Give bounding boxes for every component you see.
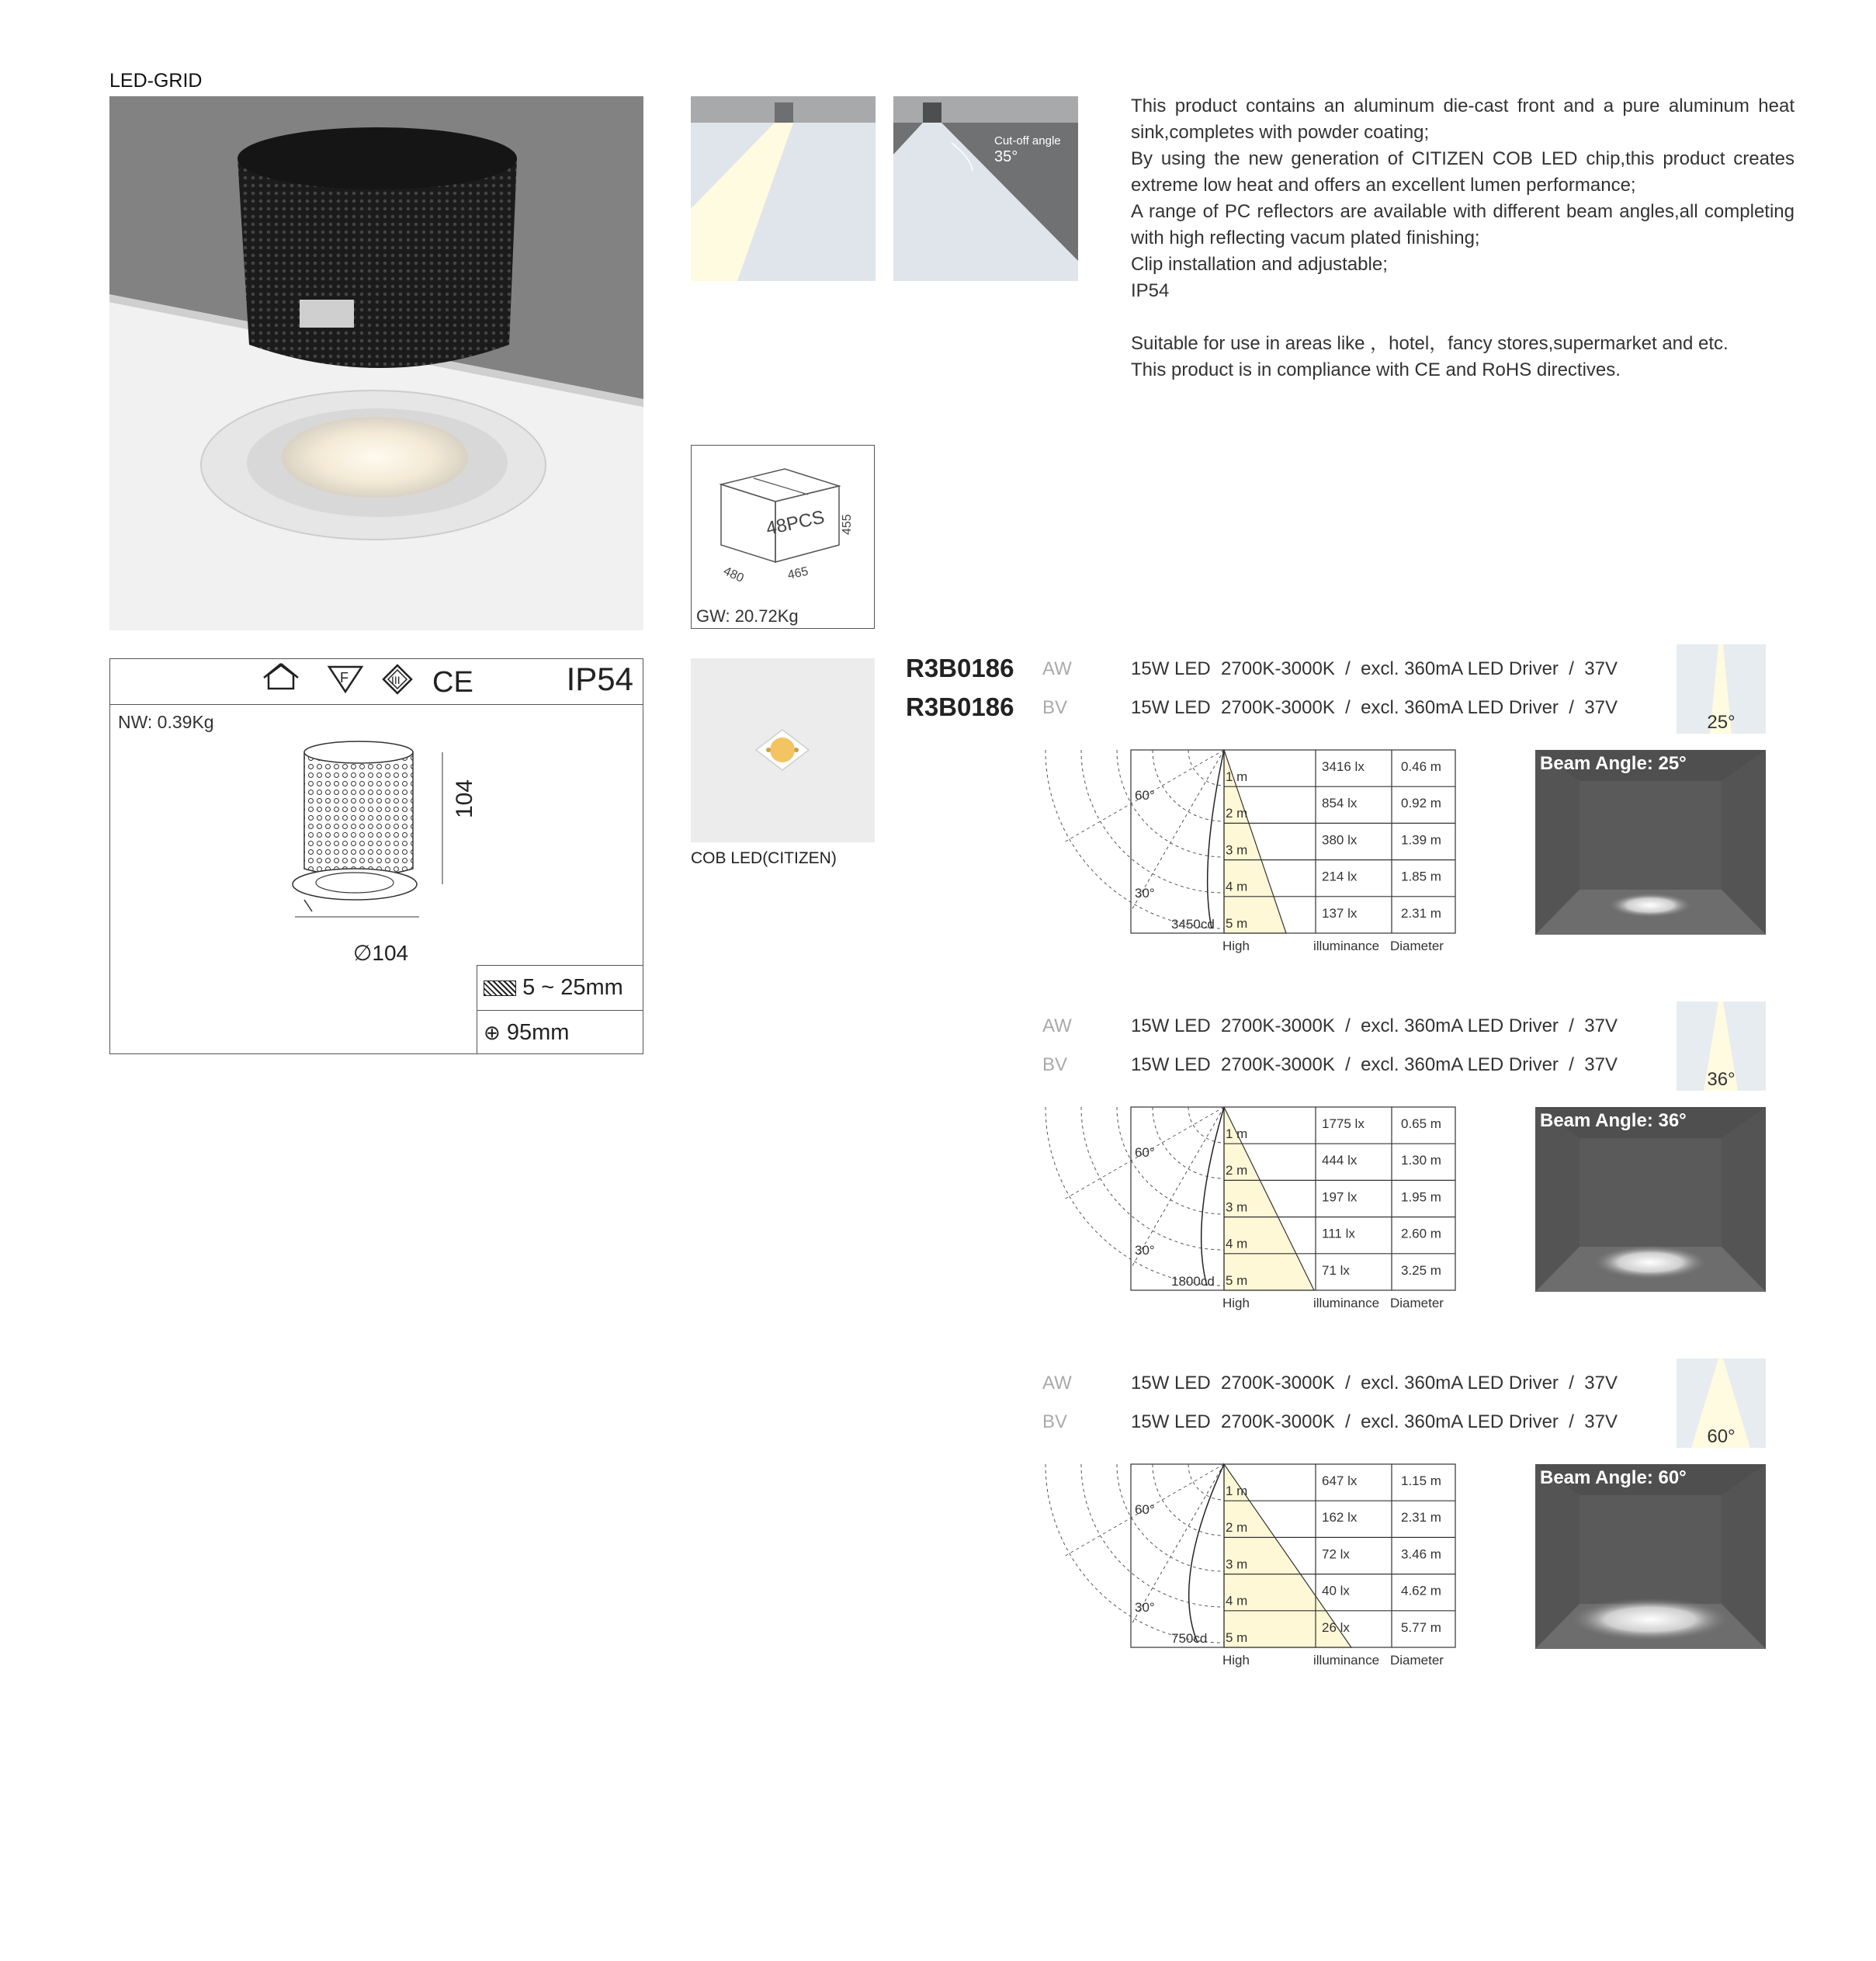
angle-60-label: 60° (1135, 1502, 1155, 1517)
cutout-size: 95mm (506, 1020, 570, 1045)
photometric-chart (1131, 1464, 1457, 1682)
variant-code: AW (1042, 1015, 1072, 1036)
variant-code: BV (1042, 1054, 1068, 1075)
illuminance-value: 162 lx (1322, 1510, 1358, 1525)
cutoff-value: 35° (994, 148, 1018, 165)
beam-angle-value: 25° (1707, 712, 1736, 733)
electrical-spec: 15W LED 2700K-3000K / excl. 360mA LED Driver / 37V (1131, 1054, 1618, 1075)
class-three-icon (383, 665, 411, 693)
ceiling-thickness-icon (484, 980, 516, 996)
beam-angle-value: 60° (1707, 1426, 1736, 1447)
desc-line: A range of PC reflectors are available with different beam angles,all completing with high reflecting vacum plated finishing; (1131, 201, 1795, 248)
beam-angle-icon (1677, 1001, 1766, 1091)
illuminance-value: 3416 lx (1322, 759, 1365, 774)
diameter-value: 1.15 m (1401, 1473, 1441, 1488)
product-code: R3B0186 (906, 692, 1014, 721)
electrical-spec: 15W LED 2700K-3000K / excl. 360mA LED Driver / 37V (1131, 697, 1618, 718)
illuminance-value: 137 lx (1322, 905, 1358, 921)
beam-render (1535, 750, 1766, 935)
angle-30-label: 30° (1135, 1243, 1155, 1258)
illuminance-label: illuminance (1313, 939, 1380, 953)
illuminance-label: illuminance (1313, 1653, 1380, 1668)
illuminance-value: 40 lx (1322, 1583, 1350, 1598)
angle-30-label: 30° (1135, 886, 1155, 901)
diameter-value: 1.95 m (1401, 1189, 1441, 1205)
illuminance-value: 854 lx (1322, 796, 1358, 811)
illuminance-label: illuminance (1313, 1296, 1380, 1310)
desc-line: IP54 (1131, 280, 1170, 301)
svg-text:CE: CE (432, 666, 473, 699)
distance-label: 2 m (1226, 1520, 1248, 1536)
ceiling-thickness-cell (477, 965, 643, 1010)
distance-label: 5 m (1226, 915, 1248, 931)
distance-label: 2 m (1226, 1163, 1248, 1178)
luminaire-drawing (281, 737, 514, 946)
product-code: R3B0186 (906, 654, 1014, 682)
carton-dim-c: 455 (841, 514, 854, 535)
desc-line: This product contains an aluminum die-cast front and a pure aluminum heat sink,completes with powder coating; (1131, 95, 1795, 143)
beam-angle-value: 36° (1707, 1069, 1736, 1090)
distance-label: 4 m (1226, 1593, 1248, 1609)
carton-pcs: 48PCS (764, 506, 827, 540)
ce-mark-icon (432, 666, 473, 699)
distance-label: 2 m (1226, 806, 1248, 821)
series-title: LED-GRID (109, 70, 203, 92)
electrical-spec: 15W LED 2700K-3000K / excl. 360mA LED Driver / 37V (1131, 658, 1618, 679)
electrical-spec: 15W LED 2700K-3000K / excl. 360mA LED Driver / 37V (1131, 1373, 1618, 1394)
carton-box-icon (692, 446, 873, 601)
carton-info (691, 445, 875, 629)
diameter-value: 0.65 m (1401, 1116, 1441, 1131)
carton-dim-a: 480 (721, 564, 746, 585)
diameter-value: 3.25 m (1401, 1262, 1441, 1278)
photometric-chart (1131, 750, 1457, 967)
indoor-house-icon (264, 664, 298, 689)
diameter-value: 3.46 m (1401, 1546, 1441, 1562)
illuminance-value: 444 lx (1322, 1153, 1358, 1168)
variant-code: BV (1042, 1411, 1068, 1432)
diameter-label: Diameter (1390, 939, 1444, 953)
ip-rating: IP54 (566, 661, 633, 697)
desc-line: By using the new generation of CITIZEN COB LED chip,this product creates extreme low heat and offers an excellent lumen performance; (1131, 148, 1795, 196)
illuminance-value: 1775 lx (1322, 1116, 1365, 1131)
distance-label: 3 m (1226, 1557, 1248, 1572)
distance-label: 5 m (1226, 1272, 1248, 1288)
illuminance-value: 380 lx (1322, 832, 1358, 848)
photometric-chart (1131, 1107, 1457, 1324)
high-label: High (1222, 1653, 1250, 1668)
distance-label: 1 m (1226, 769, 1248, 784)
diameter-value: 0.92 m (1401, 796, 1441, 811)
beam-render-label: Beam Angle: 25° (1540, 753, 1687, 774)
f-mark-icon (329, 667, 362, 692)
spec-box (109, 658, 643, 1054)
cob-led-image (691, 658, 875, 842)
cutout-icon: ⊕ (484, 1021, 501, 1044)
product-photo (109, 96, 643, 630)
illuminance-value: 71 lx (1322, 1262, 1350, 1278)
beam-diagram-with-cutoff (893, 96, 1078, 281)
peak-intensity: 1800cd (1171, 1274, 1215, 1289)
diameter-label: Diameter (1390, 1296, 1444, 1310)
distance-label: 4 m (1226, 1236, 1248, 1251)
cutout-cell (477, 1010, 643, 1053)
cob-led-label: COB LED(CITIZEN) (691, 849, 837, 867)
electrical-spec: 15W LED 2700K-3000K / excl. 360mA LED Driver / 37V (1131, 1411, 1618, 1432)
illuminance-value: 26 lx (1322, 1619, 1350, 1635)
beam-render-label: Beam Angle: 60° (1540, 1467, 1687, 1488)
diameter-value: 2.60 m (1401, 1226, 1441, 1241)
illuminance-value: 72 lx (1322, 1546, 1350, 1562)
distance-label: 4 m (1226, 879, 1248, 894)
beam-diagram-without-cutoff (691, 96, 876, 281)
dimension-diameter: ∅104 (353, 941, 409, 965)
electrical-spec: 15W LED 2700K-3000K / excl. 360mA LED Driver / 37V (1131, 1015, 1618, 1036)
distance-label: 3 m (1226, 842, 1248, 858)
dimension-height: 104 (452, 779, 477, 818)
peak-intensity: 3450cd (1171, 917, 1215, 932)
desc-line: This product is in compliance with CE and RoHS directives. (1131, 359, 1621, 380)
distance-label: 3 m (1226, 1199, 1248, 1215)
carton-dim-b: 465 (786, 564, 810, 582)
angle-60-label: 60° (1135, 788, 1155, 803)
diameter-value: 4.62 m (1401, 1583, 1441, 1598)
distance-label: 5 m (1226, 1630, 1248, 1645)
illuminance-value: 111 lx (1322, 1226, 1355, 1241)
desc-line: Suitable for use in areas like ，hotel，fancy stores,supermarket and etc. (1131, 333, 1729, 354)
diameter-value: 1.39 m (1401, 832, 1441, 848)
angle-60-label: 60° (1135, 1145, 1155, 1160)
product-description (1131, 93, 1795, 384)
beam-render (1535, 1464, 1766, 1649)
diameter-value: 1.30 m (1401, 1153, 1441, 1168)
beam-angle-icon (1677, 644, 1766, 734)
peak-intensity: 750cd (1171, 1631, 1208, 1646)
net-weight: NW: 0.39Kg (118, 712, 214, 732)
cutoff-label: Cut-off angle (994, 134, 1061, 148)
illuminance-value: 197 lx (1322, 1189, 1358, 1205)
certification-row (110, 659, 643, 705)
illuminance-value: 214 lx (1322, 869, 1358, 884)
high-label: High (1222, 939, 1250, 953)
diameter-value: 5.77 m (1401, 1619, 1441, 1635)
svg-text:F: F (340, 670, 348, 685)
svg-text:III: III (391, 674, 401, 686)
ceiling-thickness: 5 ~ 25mm (522, 975, 623, 1000)
diameter-value: 1.85 m (1401, 869, 1441, 884)
variant-code: BV (1042, 697, 1068, 718)
diameter-value: 2.31 m (1401, 1510, 1441, 1525)
beam-render (1535, 1107, 1766, 1292)
beam-angle-icon (1677, 1359, 1766, 1448)
distance-label: 1 m (1226, 1484, 1248, 1498)
diameter-value: 2.31 m (1401, 905, 1441, 921)
high-label: High (1222, 1296, 1250, 1310)
diameter-label: Diameter (1390, 1653, 1444, 1668)
distance-label: 1 m (1226, 1126, 1248, 1141)
gross-weight: GW: 20.72Kg (696, 606, 799, 626)
variant-code: AW (1042, 658, 1072, 679)
angle-30-label: 30° (1135, 1600, 1155, 1615)
desc-line: Clip installation and adjustable; (1131, 254, 1388, 275)
diameter-value: 0.46 m (1401, 759, 1441, 774)
variant-code: AW (1042, 1373, 1072, 1394)
beam-render-label: Beam Angle: 36° (1540, 1110, 1687, 1131)
illuminance-value: 647 lx (1322, 1473, 1358, 1488)
